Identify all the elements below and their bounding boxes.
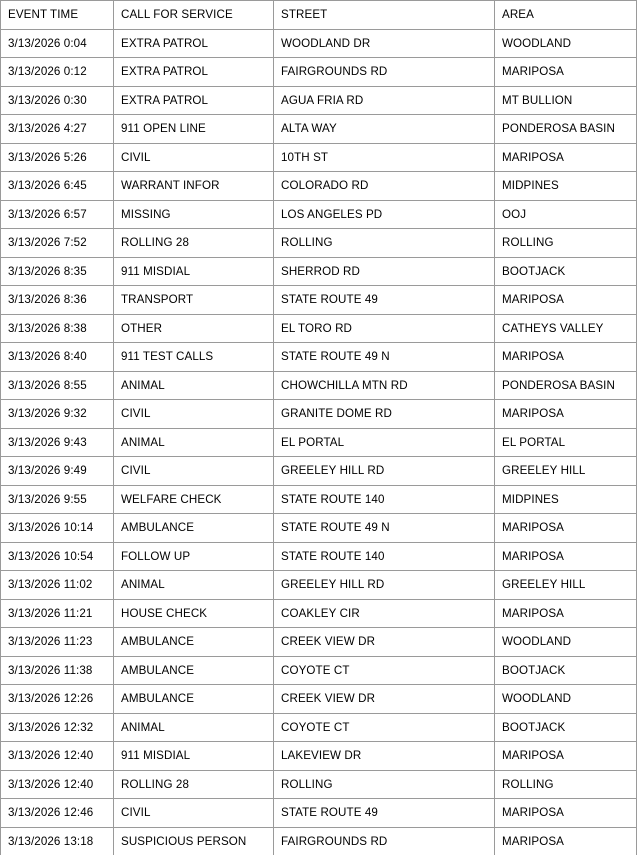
table-row (1, 770, 637, 799)
table-row (1, 457, 637, 486)
cell-call-for-service: AMBULANCE (114, 514, 274, 543)
cell-area: OOJ (495, 200, 637, 229)
cell-event-time: 3/13/2026 8:38 (1, 314, 114, 343)
table-row (1, 229, 637, 258)
cell-area: MARIPOSA (495, 400, 637, 429)
column-header-area: AREA (495, 1, 637, 30)
cell-event-time: 3/13/2026 9:55 (1, 485, 114, 514)
cell-street: LOS ANGELES PD (274, 200, 495, 229)
cell-call-for-service: AMBULANCE (114, 656, 274, 685)
cell-area: GREELEY HILL (495, 571, 637, 600)
cell-area: WOODLAND (495, 29, 637, 58)
table-header (1, 1, 637, 30)
cell-call-for-service: CIVIL (114, 457, 274, 486)
table-row (1, 286, 637, 315)
cell-area: MARIPOSA (495, 514, 637, 543)
table-row (1, 599, 637, 628)
cell-area: MIDPINES (495, 172, 637, 201)
cell-event-time: 3/13/2026 4:27 (1, 115, 114, 144)
cell-street: GREELEY HILL RD (274, 457, 495, 486)
cell-call-for-service: AMBULANCE (114, 685, 274, 714)
cell-event-time: 3/13/2026 9:32 (1, 400, 114, 429)
cell-event-time: 3/13/2026 12:32 (1, 713, 114, 742)
cell-area: ROLLING (495, 229, 637, 258)
cell-call-for-service: ANIMAL (114, 371, 274, 400)
cell-area: MARIPOSA (495, 827, 637, 855)
cell-call-for-service: WELFARE CHECK (114, 485, 274, 514)
cell-street: GREELEY HILL RD (274, 571, 495, 600)
cell-street: LAKEVIEW DR (274, 742, 495, 771)
cell-street: WOODLAND DR (274, 29, 495, 58)
table-row (1, 143, 637, 172)
cell-call-for-service: ROLLING 28 (114, 229, 274, 258)
cell-area: WOODLAND (495, 685, 637, 714)
cell-event-time: 3/13/2026 12:40 (1, 770, 114, 799)
cell-area: EL PORTAL (495, 428, 637, 457)
cell-event-time: 3/13/2026 8:36 (1, 286, 114, 315)
table-row (1, 115, 637, 144)
cell-event-time: 3/13/2026 13:18 (1, 827, 114, 855)
cell-call-for-service: 911 OPEN LINE (114, 115, 274, 144)
cell-street: FAIRGROUNDS RD (274, 827, 495, 855)
cell-event-time: 3/13/2026 0:12 (1, 58, 114, 87)
cell-call-for-service: TRANSPORT (114, 286, 274, 315)
cell-call-for-service: 911 TEST CALLS (114, 343, 274, 372)
table-row (1, 314, 637, 343)
cell-area: ROLLING (495, 770, 637, 799)
table-body (1, 29, 637, 855)
table-row (1, 485, 637, 514)
cell-event-time: 3/13/2026 12:26 (1, 685, 114, 714)
cell-street: 10TH ST (274, 143, 495, 172)
cell-area: PONDEROSA BASIN (495, 371, 637, 400)
cell-street: STATE ROUTE 49 (274, 799, 495, 828)
cell-event-time: 3/13/2026 5:26 (1, 143, 114, 172)
cell-call-for-service: WARRANT INFOR (114, 172, 274, 201)
table-row (1, 713, 637, 742)
cell-call-for-service: ANIMAL (114, 428, 274, 457)
column-header-event-time: EVENT TIME (1, 1, 114, 30)
table-row (1, 799, 637, 828)
cell-street: ROLLING (274, 229, 495, 258)
table-row (1, 685, 637, 714)
cell-street: ROLLING (274, 770, 495, 799)
cell-area: MARIPOSA (495, 542, 637, 571)
table-row (1, 571, 637, 600)
table-row (1, 514, 637, 543)
cell-street: GRANITE DOME RD (274, 400, 495, 429)
cell-street: SHERROD RD (274, 257, 495, 286)
cell-event-time: 3/13/2026 11:02 (1, 571, 114, 600)
cell-call-for-service: EXTRA PATROL (114, 86, 274, 115)
cell-event-time: 3/13/2026 0:30 (1, 86, 114, 115)
cell-call-for-service: ANIMAL (114, 571, 274, 600)
cell-area: PONDEROSA BASIN (495, 115, 637, 144)
cell-area: MT BULLION (495, 86, 637, 115)
cell-call-for-service: OTHER (114, 314, 274, 343)
cell-street: STATE ROUTE 49 (274, 286, 495, 315)
column-header-street: STREET (274, 1, 495, 30)
cell-call-for-service: 911 MISDIAL (114, 257, 274, 286)
cell-street: COAKLEY CIR (274, 599, 495, 628)
cell-call-for-service: CIVIL (114, 400, 274, 429)
cell-street: COYOTE CT (274, 713, 495, 742)
cell-street: CREEK VIEW DR (274, 685, 495, 714)
table-row (1, 343, 637, 372)
cell-event-time: 3/13/2026 0:04 (1, 29, 114, 58)
cell-event-time: 3/13/2026 9:49 (1, 457, 114, 486)
cell-call-for-service: ROLLING 28 (114, 770, 274, 799)
cell-event-time: 3/13/2026 12:40 (1, 742, 114, 771)
cell-street: FAIRGROUNDS RD (274, 58, 495, 87)
table-row (1, 400, 637, 429)
cell-event-time: 3/13/2026 8:35 (1, 257, 114, 286)
cell-street: EL TORO RD (274, 314, 495, 343)
cell-call-for-service: EXTRA PATROL (114, 58, 274, 87)
cell-street: STATE ROUTE 49 N (274, 514, 495, 543)
cell-event-time: 3/13/2026 10:54 (1, 542, 114, 571)
cell-call-for-service: MISSING (114, 200, 274, 229)
table-header-row (1, 1, 637, 30)
table-row (1, 86, 637, 115)
cell-event-time: 3/13/2026 6:45 (1, 172, 114, 201)
table-row (1, 628, 637, 657)
cell-area: MARIPOSA (495, 143, 637, 172)
table-row (1, 172, 637, 201)
cell-area: MIDPINES (495, 485, 637, 514)
table-row (1, 827, 637, 855)
cell-call-for-service: FOLLOW UP (114, 542, 274, 571)
cell-call-for-service: AMBULANCE (114, 628, 274, 657)
cell-street: STATE ROUTE 49 N (274, 343, 495, 372)
cell-area: MARIPOSA (495, 742, 637, 771)
cell-call-for-service: ANIMAL (114, 713, 274, 742)
cell-event-time: 3/13/2026 12:46 (1, 799, 114, 828)
column-header-call-for-service: CALL FOR SERVICE (114, 1, 274, 30)
cell-street: STATE ROUTE 140 (274, 485, 495, 514)
table-row (1, 200, 637, 229)
cell-call-for-service: CIVIL (114, 799, 274, 828)
cell-street: STATE ROUTE 140 (274, 542, 495, 571)
cell-event-time: 3/13/2026 10:14 (1, 514, 114, 543)
table-row (1, 29, 637, 58)
cell-event-time: 3/13/2026 11:23 (1, 628, 114, 657)
cell-call-for-service: HOUSE CHECK (114, 599, 274, 628)
table-row (1, 428, 637, 457)
cell-area: MARIPOSA (495, 343, 637, 372)
cell-area: WOODLAND (495, 628, 637, 657)
cell-area: MARIPOSA (495, 58, 637, 87)
table-row (1, 742, 637, 771)
cell-call-for-service: CIVIL (114, 143, 274, 172)
cell-event-time: 3/13/2026 11:21 (1, 599, 114, 628)
cell-street: EL PORTAL (274, 428, 495, 457)
cell-area: GREELEY HILL (495, 457, 637, 486)
cell-area: BOOTJACK (495, 656, 637, 685)
cell-call-for-service: EXTRA PATROL (114, 29, 274, 58)
cell-street: COYOTE CT (274, 656, 495, 685)
cell-call-for-service: 911 MISDIAL (114, 742, 274, 771)
cell-event-time: 3/13/2026 6:57 (1, 200, 114, 229)
cell-event-time: 3/13/2026 11:38 (1, 656, 114, 685)
cell-area: MARIPOSA (495, 799, 637, 828)
cell-call-for-service: SUSPICIOUS PERSON (114, 827, 274, 855)
table-row (1, 58, 637, 87)
cell-street: COLORADO RD (274, 172, 495, 201)
cell-area: MARIPOSA (495, 286, 637, 315)
table-row (1, 257, 637, 286)
cell-event-time: 3/13/2026 7:52 (1, 229, 114, 258)
cell-event-time: 3/13/2026 8:55 (1, 371, 114, 400)
cell-event-time: 3/13/2026 8:40 (1, 343, 114, 372)
table-row (1, 656, 637, 685)
cell-event-time: 3/13/2026 9:43 (1, 428, 114, 457)
cell-area: MARIPOSA (495, 599, 637, 628)
cell-street: ALTA WAY (274, 115, 495, 144)
cell-street: CREEK VIEW DR (274, 628, 495, 657)
cell-area: BOOTJACK (495, 713, 637, 742)
table-row (1, 371, 637, 400)
cell-area: BOOTJACK (495, 257, 637, 286)
cell-area: CATHEYS VALLEY (495, 314, 637, 343)
cell-street: AGUA FRIA RD (274, 86, 495, 115)
cell-street: CHOWCHILLA MTN RD (274, 371, 495, 400)
table-row (1, 542, 637, 571)
